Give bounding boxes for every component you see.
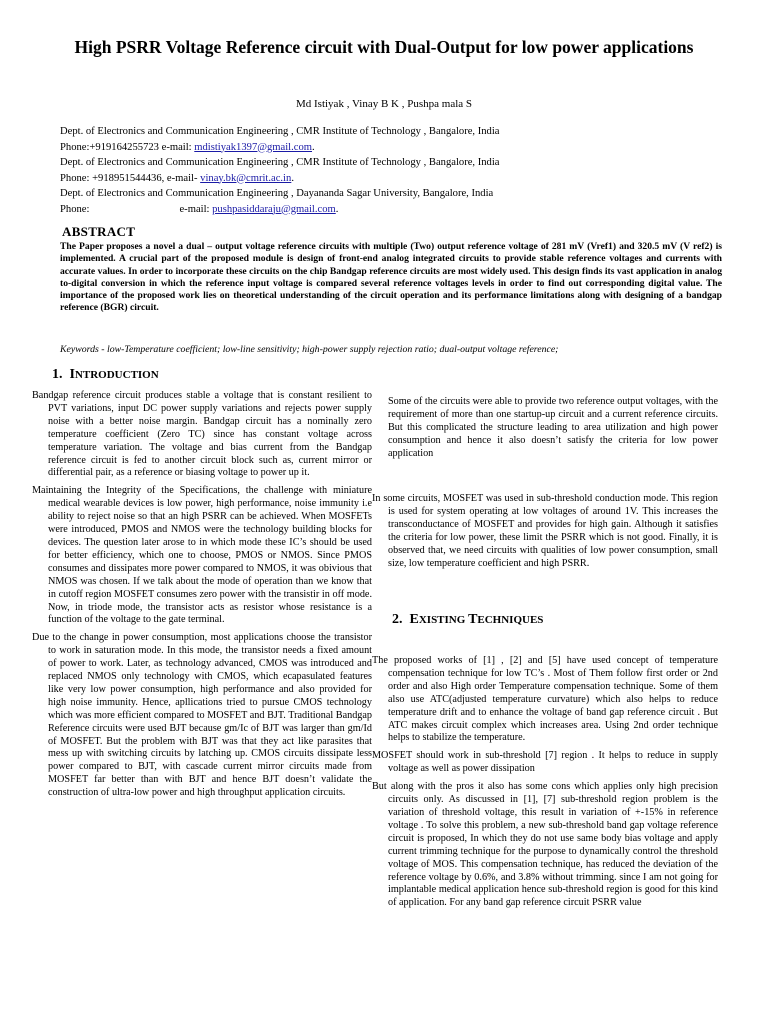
abstract-heading: ABSTRACT — [62, 224, 136, 239]
heading-initial: T — [468, 612, 478, 627]
section-number: 1. — [52, 367, 63, 382]
heading-rest: ECHNIQUES — [477, 614, 544, 626]
email-link[interactable]: vinay.bk@cmrit.ac.in — [200, 172, 292, 184]
affiliation-contact-3 — [60, 202, 720, 218]
left-column — [32, 390, 372, 805]
paragraph: But along with the pros it also has some cons which applies only high precision circuits only. As discussed in [1], [7] sub-threshold region problem is the variation of threshold voltage, this result in variation of +-15% in reference voltage . To solve this problem, a new sub-threshold band gap voltage reference circuit is proposed, In which they do not use same body bias voltage and apply current trimming technique for the purpose to dynamically control the threshold voltage of MOS. This compensation technique, has reduced the deviation of the reference voltage by 0.6%, and 3.8% without trimming. since I am not going for implantable medical application hence sub-threshold region is good for this kind of application. For any band gap reference circuit PSRR value — [372, 781, 718, 909]
right-column-top — [388, 396, 718, 466]
affiliation-dept-2: Dept. of Electronics and Communication Engineering , CMR Institute of Technology , Bangalore, India — [60, 157, 500, 168]
affiliation-contact-2 — [60, 171, 720, 187]
punct: . — [291, 172, 294, 184]
paragraph: Due to the change in power consumption, most applications choose the transistor to work in saturation mode. In this mode, the transistor needs a fixed amount of power to work. Later, as technology advanced, CMOS was introduced and replaced NMOS only technology with CMOS, which ecapasulated features like very low power consumption, high performance and also provided for high noise immunity. Hence, apllications tried to pursue CMOS technology which was more efficient compared to MOSFET and BJT. Traditional Bandgap Reference circuits were used BJT because gm/Ic of BJT was larger than gm/Id of MOSFET. But the problem with BJT was that they act like parasites that mess up with switching circuits by latching up. CMOS circuits dissipate less power compared to BJT, with cascade current mirror circuits made from MOSFET far better than with BJT and hence BJT doesn’t validate the construction of ultra-low power and high throughput application circuits. — [32, 632, 372, 799]
affiliation-contact-1 — [60, 140, 720, 156]
contact-prefix: Phone: e-mail: — [60, 203, 213, 215]
paragraph: Some of the circuits were able to provide two reference output voltages, with the requirement of more than one startup-up circuit and a current reference circuits. But this complicated the structure leading to area utilization and high power consumption and hence it also doesn’t satisfy the criteria for low power application — [388, 396, 718, 459]
email-link[interactable]: pushpasiddaraju@gmail.com — [212, 203, 336, 215]
heading-rest: XISTING — [418, 614, 469, 626]
affiliation-dept-1: Dept. of Electronics and Communication Engineering , CMR Institute of Technology , Bangalore, India — [60, 126, 500, 137]
affiliation-dept-3: Dept. of Electronics and Communication Engineering , Dayananda Sagar University, Bangalore, India — [60, 188, 494, 199]
contact-prefix: Phone: +918951544436, e-mail- — [60, 172, 201, 184]
keywords: Keywords - low-Temperature coefficient; low-line sensitivity; high-power supply rejection ratio; dual-output voltage reference; — [60, 344, 559, 355]
paragraph: Maintaining the Integrity of the Specifications, the challenge with miniature medical wearable devices is low power, high performance, noise immunity i.e ability to reject noise so that an high PSRR can be achieved. When MOSFETs were introduced, PMOS and NMOS were the technology building blocks for devices. The question later arose to in which mode these IC’s should be used for better efficiency, which one to choose, PMOS or NMOS. Since PMOS consumes and dissipates more power compared to NMOS, it was obivious that NMOS was chosen. If we talk about the mode of operation than we know that in cutoff region MOSFET consumes zero power with the transistir in off mode. Now, in triode mode, the transistor acts as resistor whose resistance is a function of the voltage to the gate terminal. — [32, 485, 372, 626]
heading-rest: NTRODUCTION — [74, 369, 159, 381]
email-link[interactable]: mdistiyak1397@gmail.com — [194, 141, 313, 153]
paper-title: High PSRR Voltage Reference circuit with Dual-Output for low power applications — [74, 37, 694, 57]
section-number: 2. — [392, 612, 403, 627]
affiliations — [60, 124, 720, 217]
paragraph: The proposed works of [1] , [2] and [5] have used concept of temperature compensation technique for low TC’s . Most of Them follow first order or 2nd order and also High order Temperature compensation technique. Some of them also use ATC(adjusted temperature curvature) which also helps to reduce temperature drift and to enhance the voltage of band gap reference circuit . But ATC makes circuit complex which increases area. Using 2nd order technique helps to stabilize the temperature. — [372, 655, 718, 744]
punct: . — [335, 203, 339, 215]
punct: . — [312, 141, 315, 153]
paragraph: In some circuits, MOSFET was used in sub-threshold conduction mode. This region is used for system operating at low voltages of around 1V. This increases the transconductance of MOSFET and provides for high gain. Although it satisfies the criteria for low power, these limit the PSRR which is not good. Finally, it is observed that, we need circuits with qualities of low power consumption, small size, low temperature coefficient and high PSRR. — [372, 493, 718, 569]
right-column-bottom — [372, 655, 718, 915]
heading-initial: E — [409, 612, 419, 627]
paragraph: MOSFET should work in sub-threshold [7] region . It helps to reduce in supply voltage as well as power dissipation — [372, 750, 718, 775]
section-heading-existing-techniques — [392, 612, 543, 628]
section-heading-introduction — [52, 367, 159, 383]
contact-prefix: Phone:+919164255723 e-mail: — [60, 141, 195, 153]
abstract-text: The Paper proposes a novel a dual – output voltage reference circuits with multiple (Two) output reference voltage of 281 mV (Vref1) and 320.5 mV (V ref2) is implemented. A crucial part of the proposed module is design of front-end analog integrated circuits to provide stable reference voltages and currents with accurate values. In order to incorporate these circuits on the chip Bandgap reference circuits are most widely used. This design finds its vast application in analog to-digital conversion in which the reference input voltage is compared several reference voltages levels in order to find out corresponding digital value. The importance of the proposed work lies on theoretical understanding of the circuit operation and its performance limitations along with designing of a bandgap reference (BGR) circuit. — [60, 241, 722, 314]
paragraph: Bandgap reference circuit produces stable a voltage that is constant resilient to PVT variations, input DC power supply variations and rejects power supply noise with a better noise margin. Bandgap circuit has a nominally zero temperature coefficient (Zero TC) since has constant voltage across temperature variation. The voltage and bias current from the Bandgap reference circuit is fed to another circuit block such as, current mirror or differential pair, as a reference or biasing voltage to power up it. — [32, 390, 372, 479]
heading-initial: I — [69, 367, 75, 382]
author-list: Md Istiyak , Vinay B K , Pushpa mala S — [295, 98, 473, 110]
right-column-mid — [372, 493, 718, 575]
